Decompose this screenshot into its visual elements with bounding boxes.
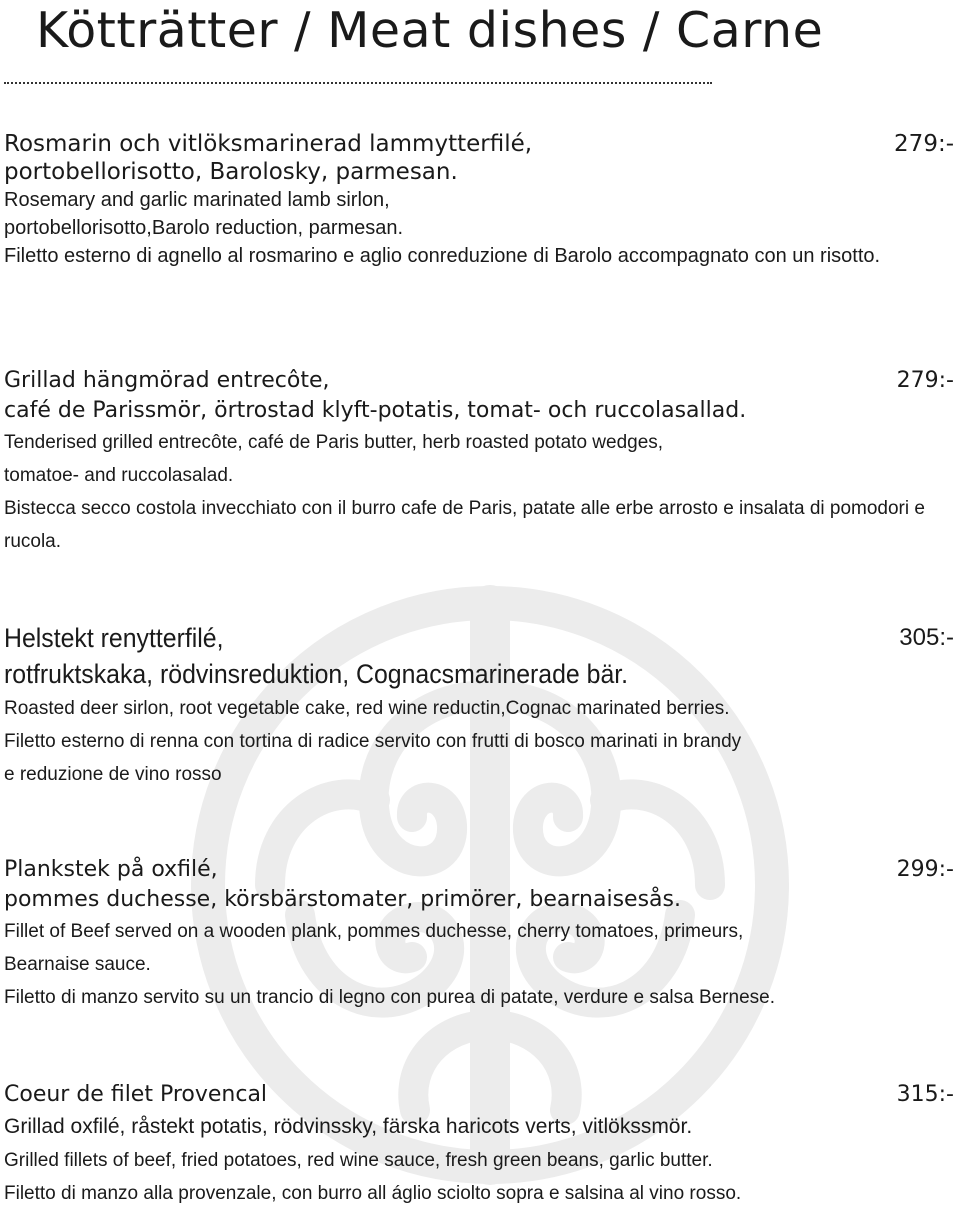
dish-description-en-continued: Bearnaise sauce. — [4, 954, 151, 975]
dotted-divider — [4, 82, 712, 84]
dish-description-it: Filetto di manzo alla provenzale, con burro all áglio sciolto sopra e salsina al vino rosso. — [4, 1183, 742, 1204]
dish-name: Grillad hängmörad entrecôte, 279:- — [4, 366, 954, 396]
dish-name: Plankstek på oxfilé, 299:- — [4, 855, 954, 885]
dish-price: 305:- — [899, 624, 954, 651]
dish-description-it: Filetto esterno di renna con tortina di radice servito con frutti di bosco marinati in brandy — [4, 731, 742, 752]
dish-item — [4, 1080, 954, 1210]
page-title: Kötträtter / Meat dishes / Carne — [36, 2, 824, 59]
dish-name-continued: pommes duchesse, körsbärstomater, primörer, bearnaisesås. — [4, 887, 681, 912]
dish-name-continued: Grillad oxfilé, råstekt potatis, rödvinssky, färska haricots verts, vitlökssmör. — [4, 1115, 693, 1138]
dish-description-en: Tenderised grilled entrecôte, café de Paris butter, herb roasted potato wedges, — [4, 432, 664, 453]
dish-price: 299:- — [896, 857, 954, 882]
dish-price: 315:- — [896, 1082, 954, 1107]
dish-item — [4, 130, 954, 270]
dish-description-en-continued: portobellorisotto,Barolo reduction, parmesan. — [4, 217, 404, 239]
dish-name: Rosmarin och vitlöksmarinerad lammytterfilé, 279:- — [4, 131, 954, 157]
dish-name: Helstekt renytterfilé, — [4, 623, 224, 653]
dish-name-continued: rotfruktskaka, rödvinsreduktion, Cognacsmarinerade bär. — [4, 659, 629, 689]
dish-description-en: Rosemary and garlic marinated lamb sirlon, — [4, 189, 390, 211]
dish-item — [4, 855, 954, 1014]
dish-description-en-continued: tomatoe- and ruccolasalad. — [4, 465, 234, 486]
dish-name-row — [4, 620, 954, 656]
dish-description-it: Bistecca secco costola invecchiato con il burro cafe de Paris, patate alle erbe arrosto e insalata di pomodori e rucola. — [4, 498, 925, 552]
dish-name: Coeur de filet Provencal 315:- — [4, 1080, 954, 1110]
dish-description-it: Filetto di manzo servito su un trancio di legno con purea di patate, verdure e salsa Bernese. — [4, 987, 775, 1008]
dish-description-en: Fillet of Beef served on a wooden plank, pommes duchesse, cherry tomatoes, primeurs, — [4, 921, 744, 942]
dish-description-en: Grilled fillets of beef, fried potatoes, red wine sauce, fresh green beans, garlic butter. — [4, 1150, 713, 1171]
dish-name-continued: café de Parissmör, örtrostad klyft-potatis, tomat- och ruccolasallad. — [4, 398, 747, 423]
dish-name-continued: portobellorisotto, Barolosky, parmesan. — [4, 159, 458, 185]
dish-price: 279:- — [894, 131, 954, 157]
dish-item — [4, 366, 954, 558]
dish-description-it-continued: e reduzione de vino rosso — [4, 764, 222, 785]
dish-item — [4, 620, 954, 791]
dish-price: 279:- — [896, 368, 954, 393]
dish-description-en: Roasted deer sirlon, root vegetable cake, red wine reductin,Cognac marinated berries. — [4, 698, 730, 719]
dish-description-it: Filetto esterno di agnello al rosmarino e aglio conreduzione di Barolo accompagnato con un risotto. — [4, 245, 881, 267]
